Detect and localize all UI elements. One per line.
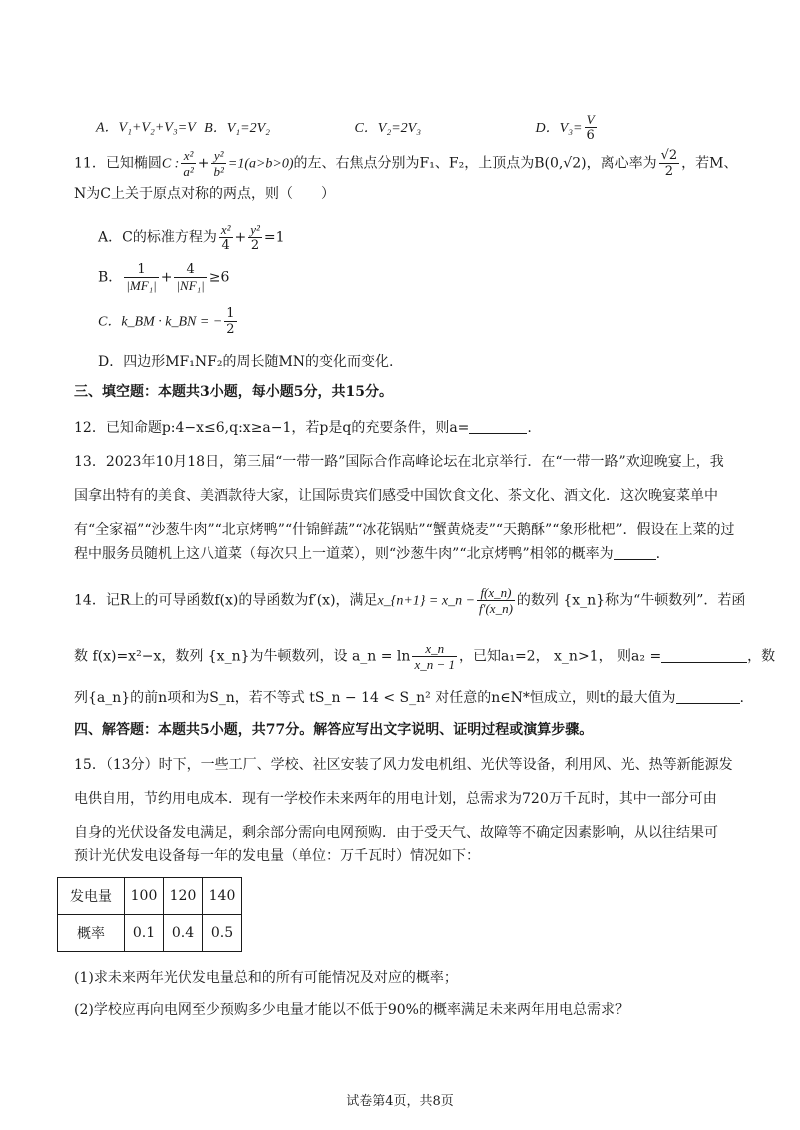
q10-option-b: B．V₁=2V₂ bbox=[204, 120, 270, 136]
q14-line1-text: 14．记R上的可导函数f(x)的导函数为f′(x)，满足 bbox=[74, 592, 378, 609]
q13-line4-text: 程中服务员随机上这八道菜（每次只上一道菜），则“沙葱牛肉”“北京烤鸭”相邻的概率为 bbox=[74, 546, 614, 562]
q11-option-b-fraction-1 bbox=[124, 262, 158, 293]
page-footer: 试卷第4页，共8页 bbox=[346, 1094, 454, 1109]
fraction-denominator: b² bbox=[213, 164, 224, 179]
q11-ellipse-name: C : bbox=[161, 156, 180, 172]
q15-part1: (1)求未来两年光伏发电量总和的所有可能情况及对应的概率； bbox=[74, 970, 458, 986]
q10-option-d-label: D．V₃= bbox=[535, 120, 583, 136]
fraction-denominator: a² bbox=[183, 164, 194, 179]
fraction-numerator: 1 bbox=[124, 262, 158, 278]
fraction-denominator: 2 bbox=[250, 238, 260, 253]
fraction-denominator: |MF₁| bbox=[126, 278, 157, 293]
fraction-numerator: y² bbox=[250, 222, 260, 237]
q12-answer-blank bbox=[469, 419, 527, 434]
fraction-numerator: V bbox=[585, 112, 597, 128]
fraction-numerator: y² bbox=[211, 148, 225, 164]
q15-probability-table bbox=[57, 877, 242, 952]
q14-an-fraction bbox=[412, 641, 457, 672]
q15-line1: 15．（13分）时下，一些工厂、学校、社区安装了风力发电机组、光伏等设备，利用风、光、热等新能源发 bbox=[74, 757, 733, 773]
q14-line1 bbox=[74, 585, 745, 616]
q11-option-c-text: C．k_BM · k_BN = − bbox=[98, 314, 223, 330]
fraction-numerator: 1 bbox=[226, 306, 235, 321]
q13-post: . bbox=[655, 546, 661, 562]
q13-line3: 有“全家福”“沙葱牛肉”“北京烤鸭”“什锦鲜蔬”“冰花锅贴”“蟹黄烧麦”“天鹅酥”“象形枇杷”．假设在上菜的过 bbox=[74, 522, 735, 538]
q12 bbox=[74, 418, 532, 438]
q11-x-fraction bbox=[181, 148, 195, 179]
q10-option-c: C．V₂=2V₃ bbox=[354, 120, 422, 136]
q11-option-a-fraction-y bbox=[248, 222, 262, 253]
q11-eccentricity bbox=[659, 148, 680, 179]
q11-y-fraction bbox=[211, 148, 225, 179]
q14-line2-post: ，数 bbox=[747, 648, 776, 665]
q10-options-row bbox=[96, 112, 599, 143]
q15-line4: 预计光伏发电设备每一年的发电量（单位：万千瓦时）情况如下： bbox=[74, 848, 480, 864]
table-row bbox=[58, 878, 242, 915]
table-cell: 0.1 bbox=[125, 915, 164, 952]
q11-stem-line2: N为C上关于原点对称的两点，则（ ） bbox=[74, 186, 335, 202]
q14-newton-fraction bbox=[477, 585, 515, 616]
plus-sign: + bbox=[160, 269, 173, 286]
table-cell: 0.4 bbox=[164, 915, 203, 952]
fraction-numerator: x² bbox=[181, 148, 195, 164]
table-row bbox=[58, 915, 242, 952]
q12-text: 12．已知命题p:4−x≤6,q:x≥a−1，若p是q的充要条件，则a= bbox=[74, 420, 470, 436]
q11-option-b-fraction-2 bbox=[174, 262, 206, 293]
fraction-numerator: √2 bbox=[660, 148, 678, 163]
section4-heading: 四、解答题：本题共5小题，共77分。解答应写出文字说明、证明过程或演算步骤。 bbox=[74, 722, 594, 738]
q13-line1: 13．2023年10月18日，第三届“一带一路”国际合作高峰论坛在北京举行．在“一带一路”欢迎晚宴上，我 bbox=[74, 454, 724, 470]
q11-option-b bbox=[98, 262, 229, 293]
q14-line2-mid: ，已知a₁=2， x_n>1， 则a₂ = bbox=[458, 648, 662, 665]
fraction-numerator: f(x_n) bbox=[477, 585, 515, 601]
fraction-denominator: 2 bbox=[664, 164, 674, 179]
q13-answer-blank bbox=[614, 545, 656, 560]
table-header-cell: 发电量 bbox=[58, 878, 125, 915]
q13-line4 bbox=[74, 544, 660, 564]
table-header-cell: 概率 bbox=[58, 915, 125, 952]
fraction-denominator: 4 bbox=[221, 238, 230, 253]
q14-a2-answer-blank bbox=[661, 648, 747, 663]
table-cell: 140 bbox=[203, 878, 242, 915]
q14-line2-text: 数 f(x)=x²−x，数列 {x_n}为牛顿数列，设 a_n = ln bbox=[74, 648, 411, 665]
fraction-denominator: 2 bbox=[226, 322, 235, 337]
q14-newton-formula: x_{n+1} = x_n − bbox=[377, 593, 476, 609]
q11-stem: 11．已知椭圆C : $\frac{\text{x²}}{\text{a²}}$ + $\frac{\text{y²}}{\text{b²}}$ =1(a>b>0)的左、右焦点分别为F₁、F₂，上顶点为B(0,√2)，离心率为 $\frac{√2}{2}$ ，若M、 bbox=[74, 148, 738, 179]
q11-option-c bbox=[98, 306, 239, 337]
fraction-denominator: x_n − 1 bbox=[414, 657, 455, 672]
table-cell: 100 bbox=[125, 878, 164, 915]
table-cell: 120 bbox=[164, 878, 203, 915]
q13-line2: 国拿出特有的美食、美酒款待大家，让国际贵宾们感受中国饮食文化、茶文化、酒文化．这次晚宴菜单中 bbox=[74, 488, 718, 504]
q11-option-a: A．C的标准方程为 $\frac{\text{x²}}{4}$ + $\frac{\text{y²}}{2}$ =1 bbox=[98, 222, 285, 253]
q15-line2: 电供自用，节约用电成本．现有一学校作未来两年的用电计划，总需求为720万千瓦时，其中一部分可由 bbox=[74, 791, 717, 807]
q11-option-a-fraction-x bbox=[219, 222, 233, 253]
q11-option-d: D．四边形MF₁NF₂的周长随MN的变化而变化. bbox=[98, 354, 394, 370]
q11-option-a-rhs: =1 bbox=[263, 229, 285, 246]
q10-option-d-fraction bbox=[585, 112, 597, 143]
fraction-numerator: 4 bbox=[174, 262, 206, 278]
section3-heading: 三、填空题：本题共3小题，每小题5分，共15分。 bbox=[74, 384, 393, 400]
q10-option-a: A．V₁+V₂+V₃=V bbox=[96, 120, 196, 136]
fraction-denominator: f′(x_n) bbox=[479, 601, 513, 616]
fraction-numerator: x² bbox=[220, 222, 231, 237]
q15-part2: (2)学校应再向电网至少预购多少电量才能以不低于90%的概率满足未来两年用电总需求？ bbox=[74, 1002, 629, 1018]
q11-option-b-rhs: ≥6 bbox=[208, 269, 230, 286]
q14-line3-text: 列{a_n}的前n项和为S_n，若不等式 tS_n − 14 < S_n² 对任意的n∈N*恒成立，则t的最大值为 bbox=[74, 690, 676, 706]
q14-line3-post: . bbox=[739, 690, 744, 706]
q10-option-d bbox=[535, 112, 599, 143]
table-cell: 0.5 bbox=[203, 915, 242, 952]
q11-option-a-text: A．C的标准方程为 bbox=[98, 229, 217, 246]
q11-prefix: 11．已知椭圆 bbox=[74, 155, 162, 172]
q11-condition: =1(a>b>0) bbox=[227, 156, 294, 172]
q11-post-text: ，若M、 bbox=[681, 155, 738, 172]
fraction-denominator: 6 bbox=[586, 128, 595, 143]
q14-line2 bbox=[74, 641, 775, 672]
q11-middle-text: 的左、右焦点分别为F₁、F₂，上顶点为B(0,√2)，离心率为 bbox=[293, 155, 657, 172]
q14-line3 bbox=[74, 688, 744, 708]
q11-option-c-fraction bbox=[224, 306, 236, 337]
q12-post: . bbox=[527, 420, 532, 436]
q11-option-b-label: B． bbox=[98, 269, 123, 286]
q15-line3: 自身的光伏设备发电满足，剩余部分需向电网预购．由于受天气、故障等不确定因素影响，从以往结果可 bbox=[74, 825, 718, 841]
fraction-numerator: x_n bbox=[412, 641, 457, 657]
fraction-denominator: |NF₁| bbox=[176, 278, 205, 293]
q14-t-answer-blank bbox=[676, 689, 740, 704]
q14-line1-post: 的数列 {x_n}称为“牛顿数列”．若函 bbox=[516, 592, 746, 609]
